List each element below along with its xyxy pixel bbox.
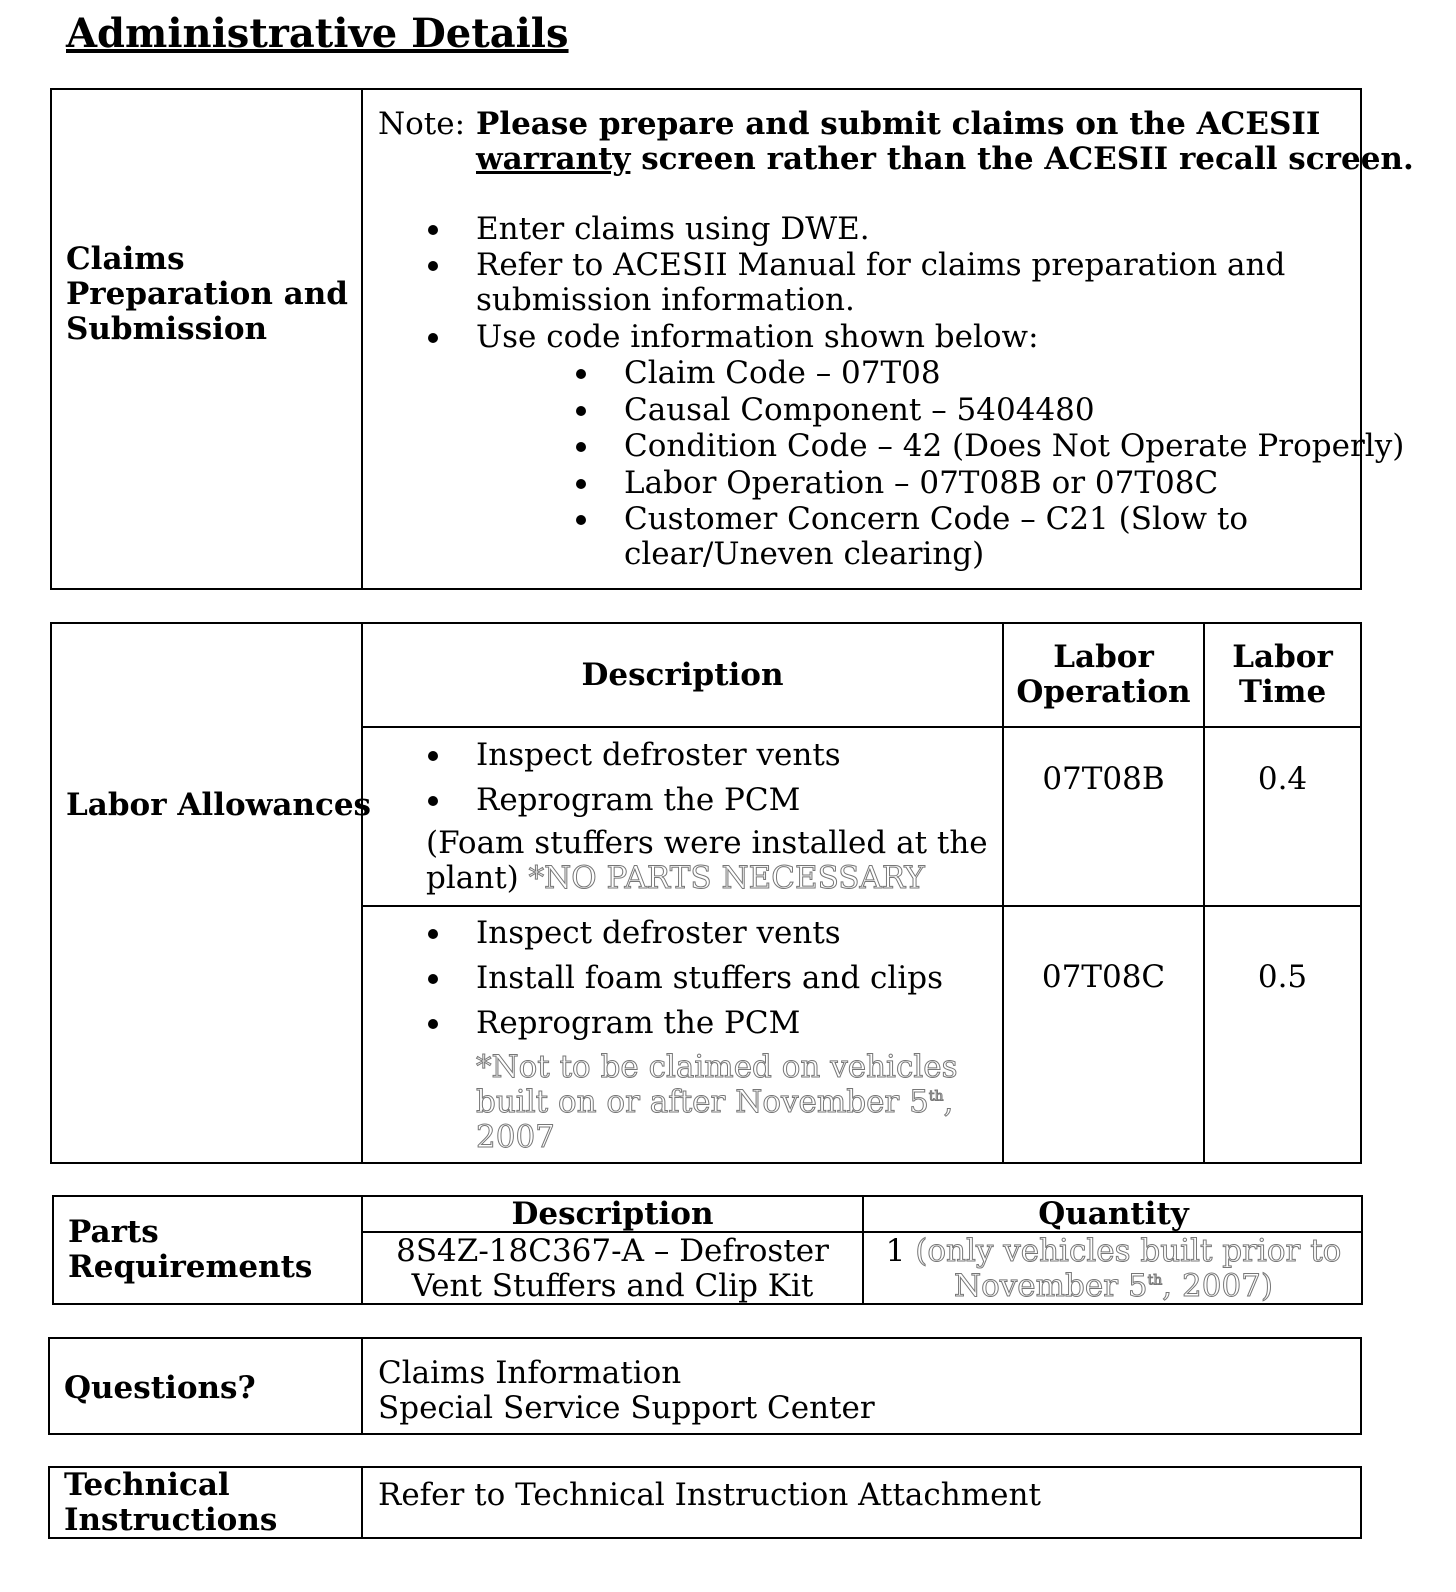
bullet-dot: [428, 929, 438, 939]
claims-bullet-1: Enter claims using DWE.: [476, 211, 870, 247]
labor-label: Labor Allowances: [66, 787, 372, 823]
row2-note-line-2: built on or after November 5th,: [476, 1084, 954, 1120]
claims-bullet-2-cont: submission information.: [476, 282, 855, 318]
note-line-1: Please prepare and submit claims on the ACESII: [476, 106, 1321, 142]
questions-line-2: Special Service Support Center: [378, 1390, 875, 1426]
row2-operation: 07T08C: [1041, 959, 1166, 995]
row2-time: 0.5: [1257, 959, 1308, 995]
row1-time: 0.4: [1257, 761, 1308, 797]
parts-description: 8S4Z-18C367-A – Defroster Vent Stuffers and Clip Kit: [396, 1233, 829, 1304]
claims-bullet-2: Refer to ACESII Manual for claims preparation and: [476, 247, 1286, 283]
labor-header-description: Description: [581, 657, 784, 693]
parts-quantity: 1 (only vehicles built prior to November 5th, 2007): [885, 1233, 1342, 1304]
technical-label: Technical Instructions: [64, 1467, 278, 1538]
row2-bullet-2: Install foam stuffers and clips: [476, 960, 943, 996]
row1-operation: 07T08B: [1042, 761, 1165, 797]
questions-label: Questions?: [64, 1370, 256, 1406]
no-parts-note: *NO PARTS NECESSARY: [528, 860, 925, 896]
claims-section: [50, 88, 1414, 590]
code-customer-concern: Customer Concern Code – C21 (Slow to: [624, 501, 1249, 537]
labor-header-operation: Labor Operation: [1016, 639, 1191, 710]
code-causal-component: Causal Component – 5404480: [624, 392, 1095, 428]
row2-note-line-1: *Not to be claimed on vehicles: [476, 1049, 958, 1085]
row2-bullet-3: Reprogram the PCM: [476, 1005, 801, 1041]
code-labor-operation: Labor Operation – 07T08B or 07T08C: [624, 465, 1219, 501]
note-line-2: warranty screen rather than the ACESII recall screen.: [476, 141, 1414, 177]
parts-section: [52, 1195, 1363, 1305]
code-customer-concern-cont: clear/Uneven clearing): [624, 536, 985, 572]
row2-bullet-1: Inspect defroster vents: [476, 915, 841, 951]
row1-note-line-2: plant) *NO PARTS NECESSARY: [426, 860, 925, 896]
bullet-dot: [428, 225, 438, 235]
questions-line-1: Claims Information: [378, 1355, 682, 1391]
code-condition: Condition Code – 42 (Does Not Operate Properly): [624, 428, 1405, 464]
row1-bullet-2: Reprogram the PCM: [476, 782, 801, 818]
bullet-dot: [428, 333, 438, 343]
bullet-dot: [428, 261, 438, 271]
bullet-dot: [576, 406, 586, 416]
parts-label: Parts Requirements: [68, 1214, 313, 1285]
bullet-dot: [428, 1019, 438, 1029]
bullet-dot: [576, 515, 586, 525]
note-prefix: Note:: [378, 106, 466, 142]
code-claim: Claim Code – 07T08: [624, 355, 941, 391]
parts-header-quantity: Quantity: [1038, 1196, 1189, 1232]
page-title: Administrative Details: [66, 10, 569, 57]
row1-note-line-1: (Foam stuffers were installed at the: [426, 825, 988, 861]
parts-header-description: Description: [511, 1196, 714, 1232]
row2-note-line-3: 2007: [476, 1119, 555, 1155]
bullet-dot: [576, 479, 586, 489]
bullet-dot: [576, 369, 586, 379]
bullet-dot: [576, 442, 586, 452]
row1-bullet-1: Inspect defroster vents: [476, 737, 841, 773]
bullet-dot: [428, 796, 438, 806]
bullet-dot: [428, 751, 438, 761]
claims-bullet-3: Use code information shown below:: [476, 319, 1039, 355]
questions-section: [48, 1337, 1362, 1435]
bullet-dot: [428, 974, 438, 984]
labor-header-time: Labor Time: [1232, 639, 1333, 710]
technical-section: [48, 1466, 1362, 1539]
labor-section: [50, 622, 1362, 1164]
technical-text: Refer to Technical Instruction Attachment: [378, 1477, 1041, 1513]
claims-label: Claims Preparation and Submission: [66, 241, 348, 347]
